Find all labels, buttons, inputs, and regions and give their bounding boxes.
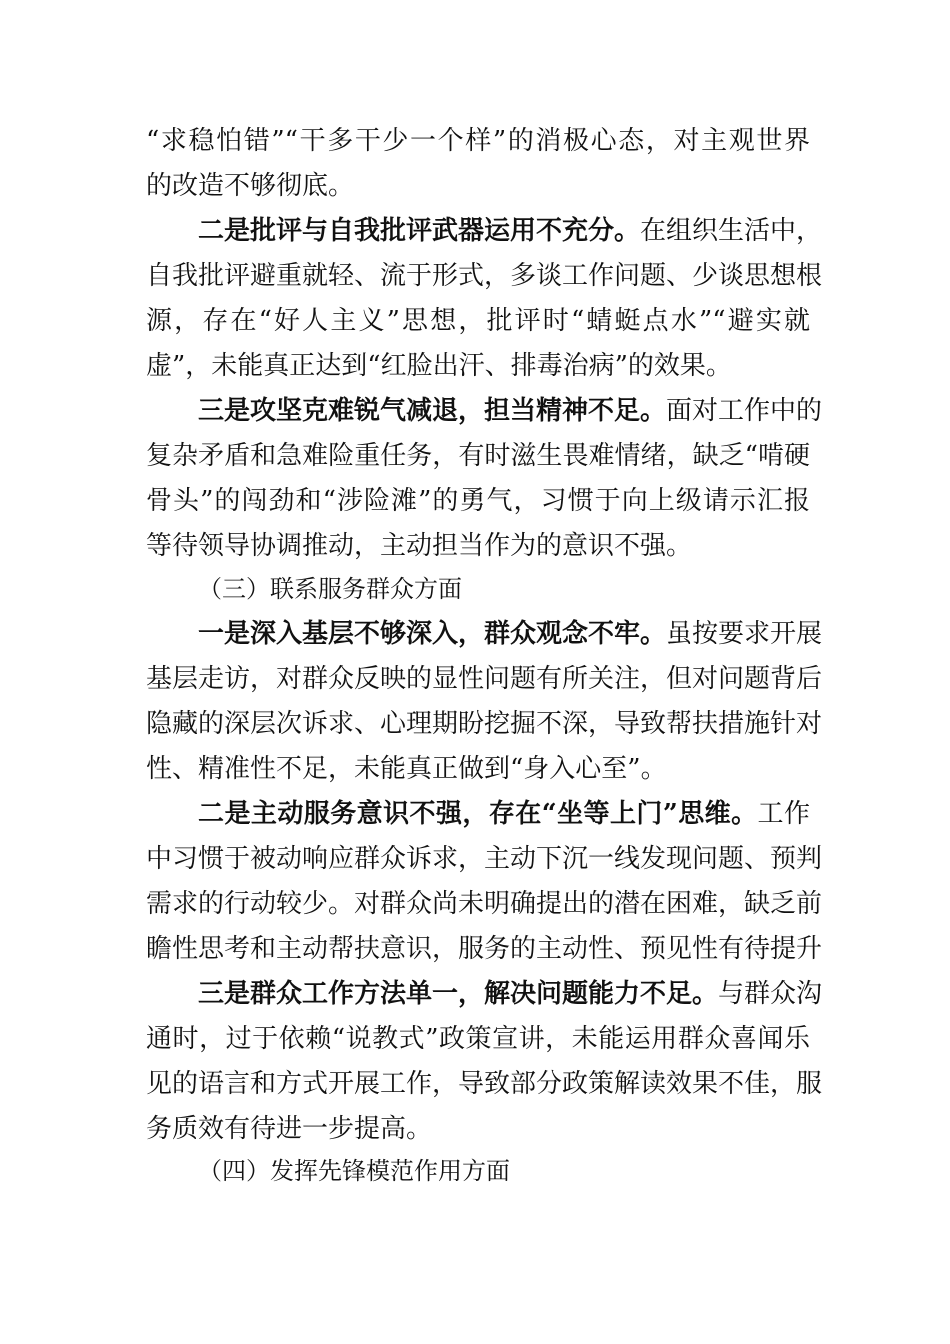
paragraph-line: 中习惯于被动响应群众诉求，主动下沉一线发现问题、预判 — [146, 844, 823, 874]
bold-lead-sentence: 三是群众工作方法单一，解决问题能力不足。 — [198, 979, 719, 1009]
paragraph-first-line — [198, 611, 823, 657]
paragraph-line: 源，存在“好人主义”思想，批评时“蜻蜓点水”“避实就 — [146, 306, 810, 336]
paragraph-line: 见的语言和方式开展工作，导致部分政策解读效果不佳，服 — [146, 1069, 823, 1099]
paragraph-first-line — [198, 791, 810, 837]
paragraph-first-line — [198, 388, 823, 434]
paragraph-line: 需求的行动较少。对群众尚未明确提出的潜在困难，缺乏前 — [146, 889, 823, 919]
bold-lead-sentence: 二是批评与自我批评武器运用不充分。 — [198, 216, 641, 246]
paragraph-line: 虚”，未能真正达到“红脸出汗、排毒治病”的效果。 — [146, 351, 732, 381]
paragraph-text: 面对工作中的 — [666, 396, 823, 426]
bold-lead-sentence: 一是深入基层不够深入，群众观念不牢。 — [198, 619, 667, 649]
paragraph-text: 与群众沟 — [718, 979, 823, 1009]
section-heading: （三）联系服务群众方面 — [198, 575, 462, 603]
paragraph-line: 通时，过于依赖“说教式”政策宣讲，未能运用群众喜闻乐 — [146, 1024, 810, 1054]
section-heading: （四）发挥先锋模范作用方面 — [198, 1157, 510, 1185]
paragraph-line: 性、精准性不足，未能真正做到“身入心至”。 — [146, 754, 667, 784]
paragraph-line: 骨头”的闯劲和“涉险滩”的勇气，习惯于向上级请示汇报 — [146, 486, 810, 516]
paragraph-line: 基层走访，对群众反映的显性问题有所关注，但对问题背后 — [146, 664, 823, 694]
bold-lead-sentence: 三是攻坚克难锐气减退，担当精神不足。 — [198, 396, 667, 426]
paragraph-text: 在组织生活中， — [640, 216, 823, 246]
paragraph-line: 瞻性思考和主动帮扶意识，服务的主动性、预见性有待提升 — [146, 934, 823, 964]
paragraph-first-line — [198, 971, 823, 1017]
paragraph-line: 的改造不够彻底。 — [146, 171, 355, 201]
paragraph-line: 务质效有待进一步提高。 — [146, 1114, 433, 1144]
paragraph-line: 隐藏的深层次诉求、心理期盼挖掘不深，导致帮扶措施针对 — [146, 709, 823, 739]
paragraph-first-line — [198, 208, 823, 254]
paragraph-line: 自我批评避重就轻、流于形式，多谈工作问题、少谈思想根 — [146, 261, 823, 291]
paragraph-line: 复杂矛盾和急难险重任务，有时滋生畏难情绪，缺乏“啃硬 — [146, 441, 810, 471]
paragraph-line: 等待领导协调推动，主动担当作为的意识不强。 — [146, 531, 693, 561]
bold-lead-sentence: 二是主动服务意识不强，存在“坐等上门”思维。 — [198, 799, 758, 829]
paragraph-text: 工作 — [757, 799, 810, 829]
paragraph-text: 虽按要求开展 — [666, 619, 823, 649]
paragraph-line: “求稳怕错”“干多干少一个样”的消极心态，对主观世界 — [146, 126, 810, 156]
